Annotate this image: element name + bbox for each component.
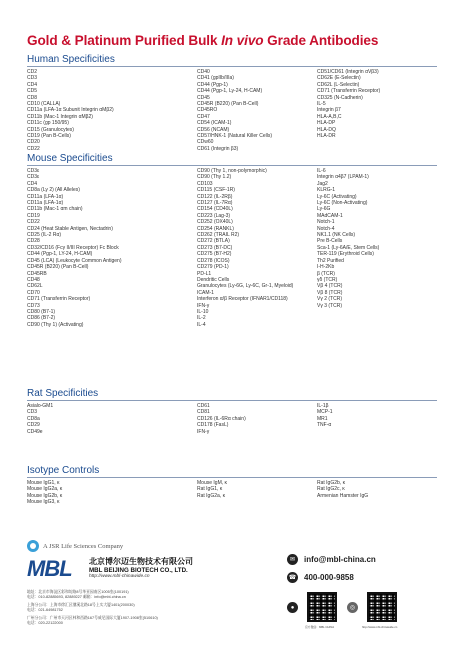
list-item: IL-5: [317, 101, 326, 108]
list-item: CD44 (Pgp-1): [197, 81, 228, 88]
list-column: [27, 403, 197, 435]
list-item: CD57/HNK-1 (Natural Killer Cells): [197, 133, 273, 140]
list-item: CD223 (Lag-3): [197, 212, 231, 219]
rat-specificities-section: [27, 388, 437, 435]
list-item: CD126 (IL-6Rα chain): [197, 415, 246, 422]
list-item: CD62E (E-Selectin): [317, 75, 361, 82]
list-item: IL-2: [197, 315, 206, 322]
list-item: Mouse IgG3, κ: [27, 499, 60, 506]
list-item: CD41 (gpIIb/IIIa): [197, 75, 234, 82]
list-item: CD24 (Heat Stable Antigen, Nectadrin): [27, 225, 113, 232]
list-item: Notch-1: [317, 219, 335, 226]
list-column: [317, 69, 437, 152]
guangzhou-address: 广州分公司：广州市天河区林和西路167号威尼国际大厦1907-1908室(510610): [27, 616, 158, 620]
list-item: CD278 (ICOS): [197, 257, 230, 264]
list-item: NK1.1 (NK Cells): [317, 232, 356, 239]
list-column: [197, 168, 317, 328]
page-title: Gold & Platinum Purified Bulk In vivo Grade Antibodies: [27, 33, 379, 48]
list-item: HLA-DR: [317, 133, 336, 140]
list-item: Notch-4: [317, 225, 335, 232]
list-item: CD61 (Integrin β3): [197, 145, 239, 152]
wechat-qr-code: [307, 592, 337, 622]
list-item: Rat IgG2c, κ: [317, 486, 345, 493]
list-item: Mouse IgG2a, κ: [27, 486, 63, 493]
list-item: Asialo-GM1: [27, 403, 54, 409]
list-item: CD32/CD16 (Fcγ II/III Receptor) Fc Block: [27, 244, 119, 251]
jsr-tagline: A JSR Life Sciences Company: [27, 540, 123, 552]
list-column: [27, 168, 197, 328]
list-item: CD45R (B220) (Pan B-Cell): [197, 101, 259, 108]
list-column: [197, 69, 317, 152]
list-item: CD2: [27, 69, 38, 75]
section-heading: Mouse Specificities: [27, 153, 437, 166]
list-column: [197, 403, 317, 435]
list-item: CD11a (LFA-1α Subunit Integrin αMβ2): [27, 107, 114, 114]
list-item: CD3ε: [27, 168, 40, 174]
list-item: HLA-A,B,C: [317, 113, 342, 120]
list-item: PD-L1: [197, 270, 212, 277]
list-item: CD5: [27, 88, 38, 95]
list-item: Ly-6C (Non-Activating): [317, 200, 368, 207]
list-item: CD19 (Pan B-Cells): [27, 133, 71, 140]
company-footer: [27, 540, 437, 650]
list-item: Th2 Purified: [317, 257, 344, 264]
list-item: CD4: [27, 180, 38, 187]
list-item: CD10 (CALLA): [27, 101, 61, 108]
beijing-phone: 电话：010-82885693, 82889227 邮箱：info@mbl-china.cn: [27, 595, 126, 599]
list-item: CD252 (OX40L): [197, 219, 233, 226]
list-item: CD70: [27, 289, 40, 296]
list-item: CD127 (IL-7Rα): [197, 200, 233, 207]
list-item: TER-119 (Erythroid Cells): [317, 251, 374, 258]
list-item: Jag2: [317, 180, 328, 187]
human-specificities-section: [27, 54, 437, 152]
list-item: CD22: [27, 145, 40, 152]
list-column: [317, 403, 437, 435]
phone-contact[interactable]: ☎ 400-000-9858: [288, 573, 354, 582]
list-item: Sca-1 (Ly-6A/E, Stem Cells): [317, 244, 380, 251]
address-block: [27, 590, 158, 629]
list-item: CD62L: [27, 283, 43, 290]
list-item: CD45: [197, 94, 210, 101]
list-item: Granulocytes (Ly-6G, Ly-6C, Gr-1, Myeloid): [197, 283, 294, 290]
guangzhou-phone: 电话：020-22122000: [27, 621, 63, 625]
list-item: CD11a (LFA-1α): [27, 193, 64, 200]
list-item: CD273 (B7-DC): [197, 244, 233, 251]
list-item: CD115 (CSF-1R): [197, 187, 235, 194]
list-item: I-H-2Kb: [317, 264, 335, 271]
list-item: Ly-6G: [317, 206, 331, 213]
section-heading: Rat Specificities: [27, 388, 437, 401]
mbl-logo: MBL: [27, 556, 72, 581]
list-item: Integrin α4β7 (LPAM-1): [317, 174, 369, 181]
list-item: CD279 (PD-1): [197, 264, 229, 271]
list-item: CD86 (B7-2): [27, 315, 56, 322]
section-heading: Human Specificities: [27, 54, 437, 67]
list-item: CD25 (IL-2 Rα): [27, 232, 62, 239]
list-item: CD51/CD61 (Integrin αVβ3): [317, 69, 379, 75]
list-item: CD3ε: [27, 174, 40, 181]
list-item: MAdCAM-1: [317, 212, 343, 219]
mouse-specificities-section: [27, 153, 437, 328]
list-item: Mouse IgG2b, κ: [27, 492, 63, 499]
list-item: CD154 (CD40L): [197, 206, 233, 213]
shanghai-phone: 电话：021-64981752: [27, 608, 63, 612]
list-item: KLRG-1: [317, 187, 336, 194]
list-item: TNF-α: [317, 422, 332, 429]
email-contact[interactable]: ✉ info@mbl-china.cn: [287, 554, 376, 565]
list-item: CD15 (Granulocytes): [27, 126, 74, 133]
list-item: CD45 (LCA) (Leukocyte Common Antigen): [27, 257, 122, 264]
website-qr-caption: http://www.mbl-chinawide.cn: [362, 625, 398, 629]
list-item: CD62L (L-Selectin): [317, 81, 360, 88]
list-item: IFN-γ: [197, 428, 210, 435]
list-item: IL-6: [317, 168, 326, 174]
company-name-cn: 北京博尔迈生物技术有限公司: [89, 557, 193, 566]
list-item: MCP-1: [317, 409, 333, 416]
list-item: CD40: [197, 69, 210, 75]
list-item: CD71 (Transferrin Receptor): [317, 88, 381, 95]
list-item: CD45RB: [27, 270, 47, 277]
list-item: CD56 (NCAM): [197, 126, 230, 133]
list-item: CD3: [27, 75, 38, 82]
list-item: IL-10: [197, 308, 209, 315]
list-column: [197, 480, 317, 506]
list-item: Rat IgG1, κ: [197, 486, 223, 493]
website-qr-code: [367, 592, 397, 622]
list-item: CDw60: [197, 139, 214, 146]
list-item: Vβ 8 (TCR): [317, 289, 343, 296]
list-item: Rat IgG2a, κ: [197, 492, 226, 499]
list-item: CD49e: [27, 428, 43, 435]
section-heading: Isotype Controls: [27, 465, 437, 478]
list-item: Vγ 2 (TCR): [317, 296, 342, 303]
list-item: CD20: [27, 139, 40, 146]
list-item: CD8a: [27, 415, 40, 422]
list-item: CD275 (B7-H2): [197, 251, 232, 258]
list-item: IFN-γ: [197, 302, 210, 309]
list-item: CD103: [197, 180, 213, 187]
wechat-qr-caption: 官方微信：MBL CHINA: [305, 625, 335, 629]
list-item: MR1: [317, 415, 328, 422]
list-item: CD90 (Thy 1.2): [197, 174, 232, 181]
list-item: IL-4: [197, 321, 206, 328]
list-item: HLA-DQ: [317, 126, 336, 133]
list-item: CD80 (B7-1): [27, 308, 56, 315]
list-column: [27, 480, 197, 506]
list-item: γδ (TCR): [317, 276, 338, 283]
list-item: Integrin β7: [317, 107, 341, 114]
list-item: Armenian Hamster IgG: [317, 492, 369, 499]
list-item: CD90 (Thy 1) (Activating): [27, 321, 84, 328]
list-item: Interferon α/β Receptor (IFNAR1/CD118): [197, 296, 288, 303]
list-column: [27, 69, 197, 152]
company-name-en: MBL BEIJING BIOTECH CO., LTD.: [89, 567, 188, 574]
beijing-address: 地址：北京市海淀区彩和坊路8号华亚园南区1005室(100191): [27, 590, 129, 594]
list-item: β (TCR): [317, 270, 335, 277]
list-item: Vβ 4 (TCR): [317, 283, 343, 290]
list-item: CD29: [27, 422, 40, 429]
list-item: HLA-DP: [317, 120, 336, 127]
list-column: [317, 480, 437, 506]
list-item: CD11b (Mac-1 αm chain): [27, 206, 83, 213]
jsr-logo-icon: [27, 540, 39, 552]
list-item: CD178 (FasL): [197, 422, 229, 429]
isotype-controls-section: [27, 465, 437, 506]
list-item: CD45R (B220) (Pan B-Cell): [27, 264, 89, 271]
list-item: IL-1β: [317, 403, 329, 409]
list-item: CD122 (IL-2Rβ): [197, 193, 233, 200]
list-item: Mouse IgG1, κ: [27, 480, 60, 486]
list-item: CD28: [27, 238, 40, 245]
list-item: CD11a (LFA-1α): [27, 200, 64, 207]
list-item: CD44 (Pgp-1, LY-24, H-CAM): [27, 251, 93, 258]
list-item: CD11b (Mac-1 Integrin αMβ2): [27, 113, 93, 120]
list-item: ICAM-1: [197, 289, 214, 296]
list-item: CD4: [27, 81, 38, 88]
company-website[interactable]: http://www.mbl-chinawide.cn: [89, 574, 150, 579]
list-item: CD73: [27, 302, 40, 309]
website-icon: ◎: [347, 602, 358, 613]
list-item: CD61: [197, 403, 210, 409]
list-item: CD262 (TRAIL R2): [197, 232, 240, 239]
list-item: CD254 (RANKL): [197, 225, 234, 232]
list-item: CD90 (Thy 1, non-polymorphic): [197, 168, 267, 174]
wechat-icon: ●: [287, 602, 298, 613]
list-item: CD48: [27, 276, 40, 283]
phone-icon: ☎: [287, 572, 298, 583]
list-item: CD22: [27, 219, 40, 226]
list-item: CD47: [197, 113, 210, 120]
email-icon: ✉: [287, 554, 298, 565]
list-item: CD3: [27, 409, 38, 416]
list-item: Ly-6C (Activating): [317, 193, 357, 200]
list-item: CD325 (N-Cadherin): [317, 94, 363, 101]
list-item: CD19: [27, 212, 40, 219]
list-item: CD11c (gp 150/95): [27, 120, 69, 127]
list-item: CD81: [197, 409, 210, 416]
list-item: CD272 (BTLA): [197, 238, 230, 245]
list-item: CD8: [27, 94, 38, 101]
list-item: CD45RO: [197, 107, 218, 114]
list-item: Mouse IgM, κ: [197, 480, 228, 486]
shanghai-address: 上海分公司：上海市徐汇区漕溪北路18号上实大厦1401(200030): [27, 603, 135, 607]
list-item: Dendritic Cells: [197, 276, 230, 283]
list-item: CD44 (Pgp-1, Ly-24, H-CAM): [197, 88, 263, 95]
list-item: CD71 (Transferrin Receptor): [27, 296, 91, 303]
company-name-block: [89, 556, 193, 579]
list-item: Vγ 3 (TCR): [317, 302, 342, 309]
list-column: [317, 168, 437, 328]
list-item: CD8a (Ly 2) (All Alleles): [27, 187, 80, 194]
list-item: Rat IgG2b, κ: [317, 480, 346, 486]
list-item: Pre B-Cells: [317, 238, 343, 245]
list-item: CD54 (ICAM-1): [197, 120, 232, 127]
